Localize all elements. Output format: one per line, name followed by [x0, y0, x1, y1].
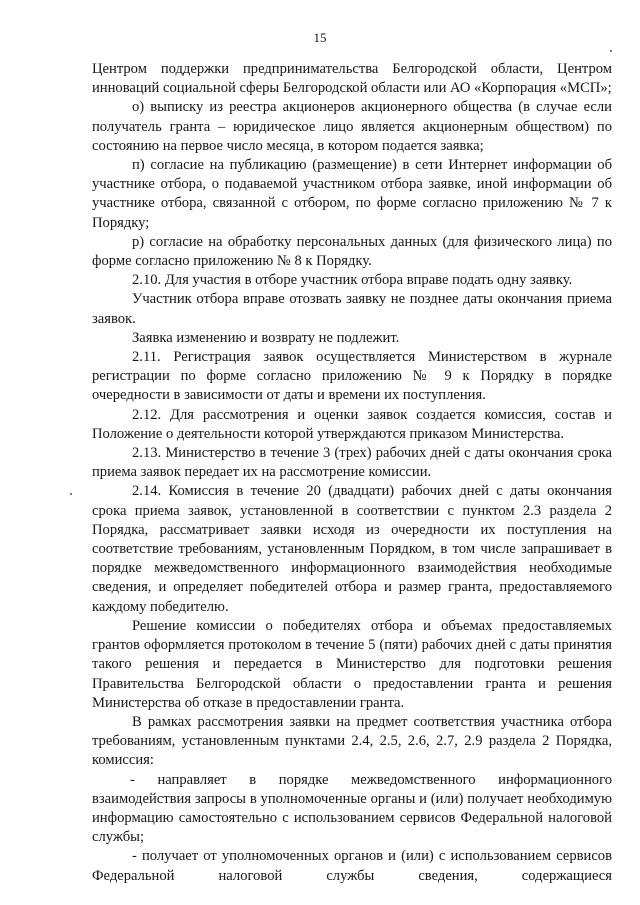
paragraph: Центром поддержки предпринимательства Белгородской области, Центром инноваций социальной сферы Белгородской области или АО «Корпорация «МСП»;	[92, 61, 612, 97]
paragraph: 2.14. Комиссия в течение 20 (двадцати) рабочих дней с даты окончания срока приема заявок, установленной в соответствии с пунктом 2.3 раздела 2 Порядка, рассматривает заявки исходя из очередности их поступления на соответствие требованиям, установленным Порядком, в том числе запрашивает в порядке межведомственного информационного взаимодействия необходимые сведения, и определяет победителей отбора и размер гранта, предоставляемого каждому победителю.	[92, 483, 612, 615]
paragraph: 2.12. Для рассмотрения и оценки заявок создается комиссия, состав и Положение о деятельности которой утверждаются приказом Министерства.	[92, 406, 612, 442]
paragraph: Участник отбора вправе отозвать заявку не позднее даты окончания приема заявок.	[92, 291, 612, 327]
paragraph: 2.10. Для участия в отборе участник отбора вправе подать одну заявку.	[132, 272, 573, 289]
paragraph: Решение комиссии о победителях отбора и объемах предоставляемых грантов оформляется протоколом в течение 5 (пяти) рабочих дней с даты принятия такого решения и передается в Министерство для подготовки решения Правительства Белгородской области о предоставлении гранта и решения Министерства об отказе в предоставлении гранта.	[92, 617, 612, 711]
paragraph: р) согласие на обработку персональных данных (для физического лица) по форме согласно приложению № 8 к Порядку.	[92, 233, 612, 270]
paragraph: Заявка изменению и возврату не подлежит.	[132, 329, 400, 346]
scan-speck	[70, 493, 72, 495]
paragraph: 2.11. Регистрация заявок осуществляется Министерством в журнале регистрации по форме согласно приложению № 9 к Порядку в порядке очередности в зависимости от даты и времени их поступления.	[92, 349, 612, 404]
document-body	[92, 60, 612, 886]
page-number: 15	[313, 30, 327, 45]
paragraph: - получает от уполномоченных органов и (или) с использованием сервисов Федеральной налоговой службы сведения, содержащиеся	[92, 848, 612, 884]
paragraph: В рамках рассмотрения заявки на предмет соответствия участника отбора требованиям, установленным пунктами 2.4, 2.5, 2.6, 2.7, 2.9 раздела 2 Порядка, комиссия:	[92, 713, 612, 769]
paragraph: 2.13. Министерство в течение 3 (трех) рабочих дней с даты окончания срока приема заявок передает их на рассмотрение комиссии.	[92, 445, 612, 481]
scan-speck	[610, 50, 612, 52]
paragraph: п) согласие на публикацию (размещение) в сети Интернет информации об участнике отбора, о подаваемой участником отбора заявке, иной информации об участнике отбора, связанной с отбором, по форме согласно приложению № 7 к Порядку;	[92, 157, 612, 231]
paragraph: о) выписку из реестра акционеров акционерного общества (в случае если получатель гранта – юридическое лицо является акционерным обществом) по состоянию на первое число месяца, в котором подается заявка;	[92, 99, 612, 154]
paragraph: - направляет в порядке межведомственного информационного взаимодействия запросы в уполномоченные органы и (или) получает необходимую информацию самостоятельно с использованием сервисов Федеральной налоговой службы;	[92, 771, 612, 846]
